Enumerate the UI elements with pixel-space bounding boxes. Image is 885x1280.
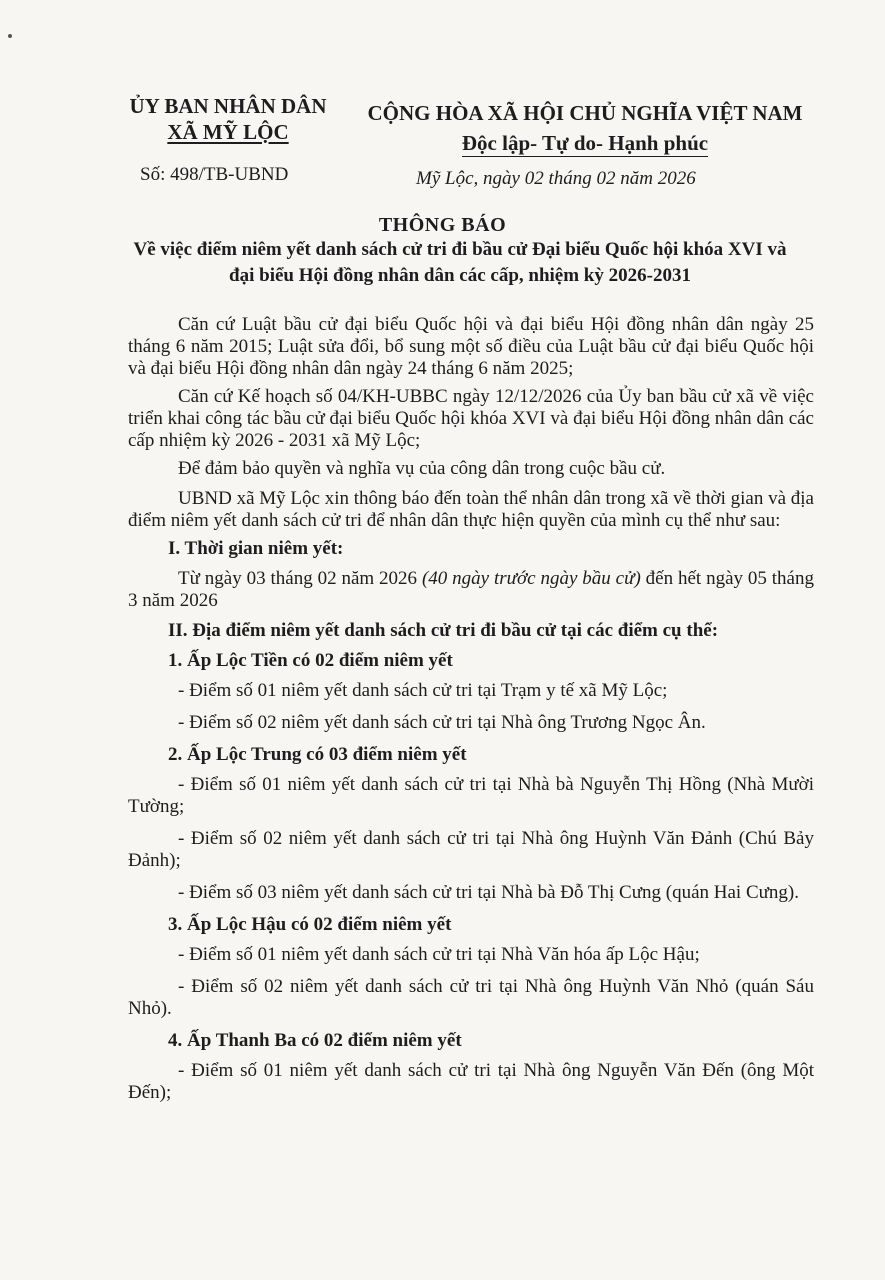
list-item: - Điểm số 01 niêm yết danh sách cử tri tại Nhà bà Nguyễn Thị Hồng (Nhà Mười Tường; (128, 774, 814, 817)
group-3-heading: 3. Ấp Lộc Hậu có 02 điểm niêm yết (168, 914, 452, 935)
list-item: - Điểm số 03 niêm yết danh sách cử tri tại Nhà bà Đỗ Thị Cưng (quán Hai Cưng). (178, 882, 799, 903)
place-date: Mỹ Lộc, ngày 02 tháng 02 năm 2026 (416, 168, 696, 189)
section-1-text: Từ ngày 03 tháng 02 năm 2026 (40 ngày trước ngày bầu cử) đến hết ngày 05 tháng 3 năm 2026 (128, 568, 814, 611)
document-subject: Về việc điểm niêm yết danh sách cử tri đi bầu cử Đại biểu Quốc hội khóa XVI và đại biểu Hội đồng nhân dân các cấp, nhiệm kỳ 2026-2031 (133, 239, 787, 286)
paragraph-announcement: UBND xã Mỹ Lộc xin thông báo đến toàn thể nhân dân trong xã về thời gian và địa điểm niêm yết danh sách cử tri để nhân dân thực hiện quyền của mình cụ thể như sau: (128, 488, 814, 531)
group-2-heading: 2. Ấp Lộc Trung có 03 điểm niêm yết (168, 744, 467, 765)
agency-line-1: ỦY BAN NHÂN DÂN (129, 94, 327, 118)
country-name: CỘNG HÒA XÃ HỘI CHỦ NGHĨA VIỆT NAM (367, 101, 803, 125)
list-item: - Điểm số 02 niêm yết danh sách cử tri tại Nhà ông Trương Ngọc Ân. (178, 712, 706, 733)
agency-line-2: XÃ MỸ LỘC (167, 120, 289, 144)
paragraph-legal-basis-1: Căn cứ Luật bầu cử đại biểu Quốc hội và đại biểu Hội đồng nhân dân ngày 25 tháng 6 năm 2015; Luật sửa đổi, bổ sung một số điều của Luật bầu cử đại biểu Quốc hội và đại biểu Hội đồng nhân dân ngày 24 tháng 6 năm 2025; (128, 314, 814, 379)
list-item: - Điểm số 01 niêm yết danh sách cử tri tại Nhà Văn hóa ấp Lộc Hậu; (178, 944, 700, 965)
section-2-heading: II. Địa điểm niêm yết danh sách cử tri đi bầu cử tại các điểm cụ thể: (168, 620, 719, 641)
motto: Độc lập- Tự do- Hạnh phúc (461, 131, 709, 155)
list-item: - Điểm số 01 niêm yết danh sách cử tri tại Nhà ông Nguyễn Văn Đến (ông Một Đến); (128, 1060, 814, 1103)
group-1-heading: 1. Ấp Lộc Tiền có 02 điểm niêm yết (168, 650, 453, 671)
document-title: THÔNG BÁO (378, 214, 507, 236)
national-heading (350, 98, 820, 158)
issuing-agency (108, 93, 348, 145)
list-item: - Điểm số 02 niêm yết danh sách cử tri tại Nhà ông Huỳnh Văn Nhỏ (quán Sáu Nhỏ). (128, 976, 814, 1019)
document-body (128, 314, 814, 1114)
paragraph-purpose: Để đảm bảo quyền và nghĩa vụ của công dân trong cuộc bầu cử. (178, 458, 666, 479)
document-number: Số: 498/TB-UBND (140, 164, 289, 185)
section-1-heading: I. Thời gian niêm yết: (168, 538, 344, 559)
list-item: - Điểm số 02 niêm yết danh sách cử tri tại Nhà ông Huỳnh Văn Đảnh (Chú Bảy Đảnh); (128, 828, 814, 871)
paragraph-legal-basis-2: Căn cứ Kế hoạch số 04/KH-UBBC ngày 12/12/2026 của Ủy ban bầu cử xã về việc triển khai công tác bầu cử đại biểu Quốc hội khóa XVI và đại biểu Hội đồng nhân dân các cấp nhiệm kỳ 2026 - 2031 xã Mỹ Lộc; (128, 386, 814, 451)
group-4-heading: 4. Ấp Thanh Ba có 02 điểm niêm yết (168, 1030, 462, 1051)
list-item: - Điểm số 01 niêm yết danh sách cử tri tại Trạm y tế xã Mỹ Lộc; (178, 680, 668, 701)
scan-speck (8, 34, 12, 38)
